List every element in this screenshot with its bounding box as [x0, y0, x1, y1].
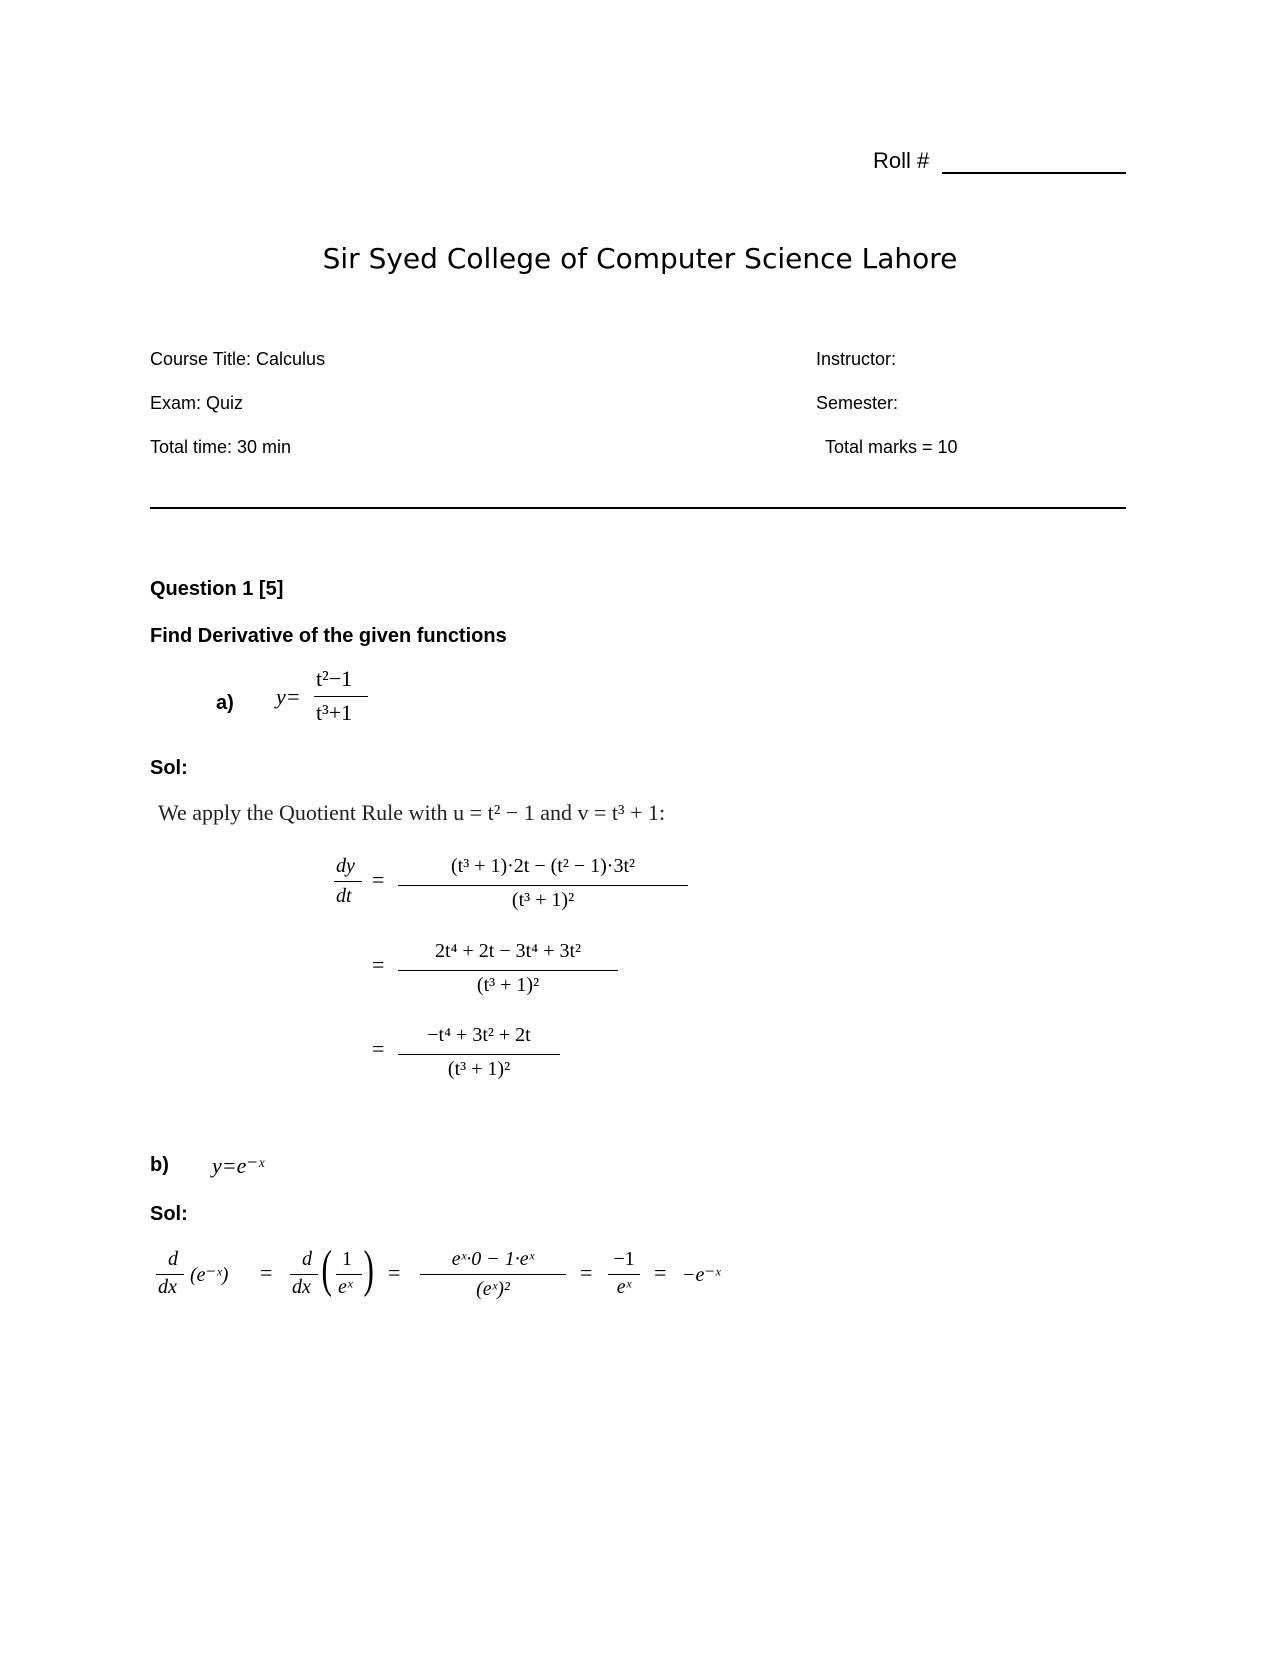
equals-2: = [388, 1260, 401, 1285]
solution-b-label: Sol: [150, 1203, 188, 1225]
function-denominator: t³+1 [316, 700, 353, 725]
dx-denominator: dx [158, 1276, 177, 1298]
neg-one-numerator: −1 [613, 1248, 635, 1270]
total-marks: Total marks = 10 [825, 437, 958, 457]
equals-sign: = [372, 1036, 385, 1061]
ex-denominator: eˣ [338, 1276, 353, 1298]
step1-denominator: (t³ + 1)² [511, 889, 575, 911]
question-instruction: Find Derivative of the given functions [150, 625, 507, 647]
one-numerator: 1 [342, 1248, 352, 1270]
dx-denominator-2: dx [292, 1276, 311, 1298]
quotient-rule-intro: We apply the Quotient Rule with u = t² − 1 and v = t³ + 1: [158, 800, 666, 825]
quotient-denominator: (eˣ)² [476, 1278, 510, 1300]
step3-numerator: −t⁴ + 3t² + 2t [427, 1024, 531, 1046]
exp-argument: (e⁻ˣ) [190, 1264, 229, 1286]
part-b-derivation [150, 1241, 770, 1318]
final-result: −e⁻ˣ [682, 1264, 721, 1286]
page-title: Sir Syed College of Computer Science Lahore [322, 242, 958, 275]
quotient-numerator: eˣ·0 − 1·eˣ [451, 1248, 535, 1270]
ex-denominator-2: eˣ [616, 1276, 632, 1298]
total-time: Total time: 30 min [150, 437, 292, 457]
dy-label: dy [336, 855, 355, 877]
part-b-function: y=e⁻ˣ [212, 1153, 265, 1178]
dt-label: dt [336, 885, 352, 907]
part-b-label: b) [150, 1154, 169, 1176]
header-divider [150, 507, 1126, 509]
part-a-function [272, 668, 382, 728]
course-title: Course Title: Calculus [150, 349, 326, 369]
part-a-label: a) [216, 692, 234, 714]
paren-right: ) [363, 1241, 374, 1298]
equals-sign: = [372, 952, 385, 977]
exam-type: Exam: Quiz [150, 393, 244, 413]
derivation-step-1 [330, 855, 710, 925]
instructor: Instructor: [816, 349, 897, 369]
derivation-step-3 [370, 1024, 670, 1094]
function-numerator: t²−1 [316, 666, 353, 691]
function-lhs: y= [276, 684, 301, 709]
equals-sign: = [372, 867, 385, 892]
roll-number-blank [942, 172, 1126, 174]
step1-numerator: (t³ + 1)·2t − (t² − 1)·3t² [450, 855, 635, 877]
step3-denominator: (t³ + 1)² [447, 1058, 511, 1080]
derivation-step-2 [370, 940, 670, 1010]
equals-1: = [260, 1260, 273, 1285]
d-numerator: d [168, 1248, 178, 1270]
question-heading: Question 1 [5] [150, 578, 284, 600]
equals-4: = [654, 1260, 667, 1285]
step2-numerator: 2t⁴ + 2t − 3t⁴ + 3t² [434, 940, 581, 962]
semester: Semester: [816, 393, 899, 413]
solution-a-label: Sol: [150, 757, 188, 779]
paren-left: ( [321, 1241, 332, 1298]
d-numerator-2: d [302, 1248, 312, 1270]
step2-denominator: (t³ + 1)² [476, 974, 540, 996]
roll-number-label: Roll # [873, 148, 930, 173]
equals-3: = [580, 1260, 593, 1285]
